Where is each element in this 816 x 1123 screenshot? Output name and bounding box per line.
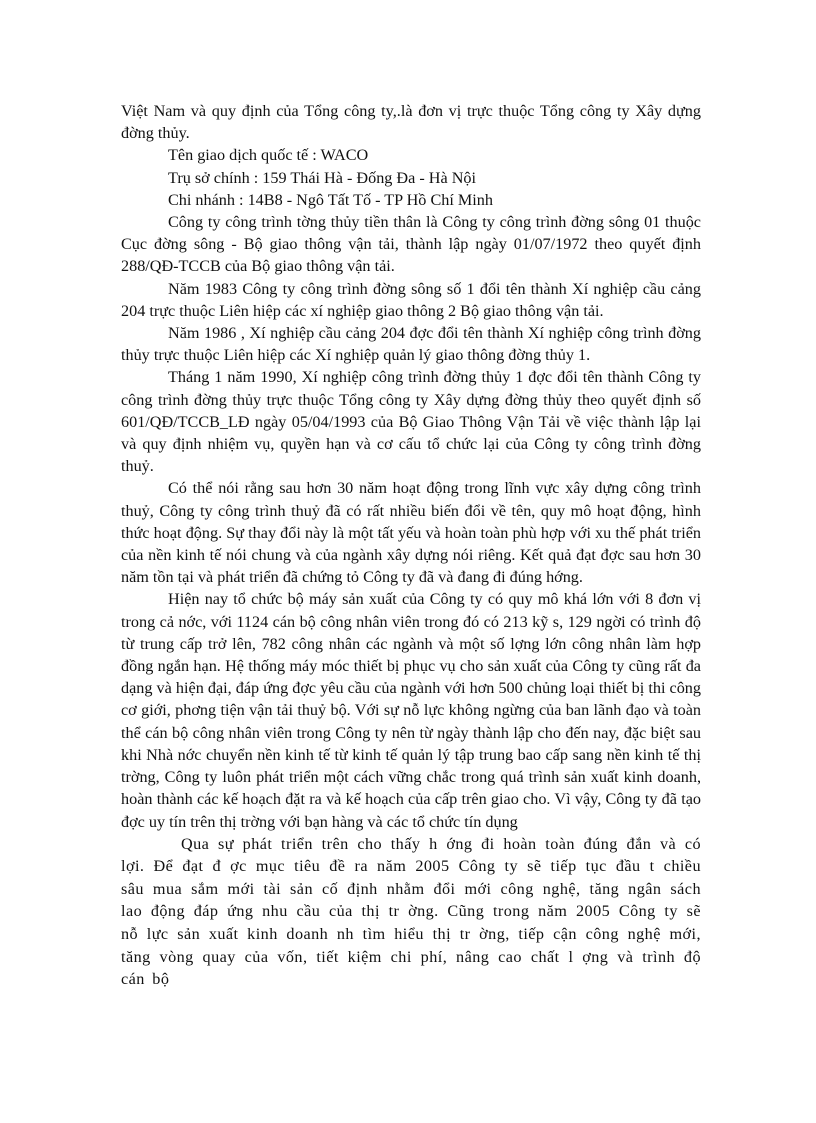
document-body (121, 100, 701, 991)
paragraph-continuation: Việt Nam và quy định của Tổng công ty,.là đơn vị trực thuộc Tổng công ty Xây dựng đờng thủy. (121, 102, 701, 143)
paragraph-30-years: Có thể nói rằng sau hơn 30 năm hoạt động trong lĩnh vực xây dựng công trình thuỷ, Công ty công trình thuỷ đã có rất nhiều biến đổi về tên, quy mô hoạt động, hình thức hoạt động. Sự thay đổi này là một tất yếu và hoàn toàn phù hợp với xu thế phát triển của nền kinh tế nói chung và của ngành xây dựng nói riêng. Kết quả đạt đợc sau hơn 30 năm tồn tại và phát triển đã chứng tỏ Công ty đã và đang đi đúng hớng. (121, 479, 701, 587)
paragraph-1990: Tháng 1 năm 1990, Xí nghiệp công trình đờng thủy 1 đợc đổi tên thành Công ty công trình đờng thủy trực thuộc Tổng công ty Xây dựng đờng thủy theo quyết định số 601/QĐ/TCCB_LĐ ngày 05/04/1993 của Bộ Giao Thông Vận Tải về việc thành lập lại và quy định nhiệm vụ, quyền hạn và cơ cấu tổ chức lại của Công ty công trình đờng thuỷ. (121, 368, 701, 476)
paragraph-1986: Năm 1986 , Xí nghiệp cầu cảng 204 đợc đổi tên thành Xí nghiệp công trình đờng thủy trực thuộc Liên hiệp các Xí nghiệp quản lý giao thông đờng thủy 1. (121, 324, 701, 365)
paragraph-trade-name: Tên giao dịch quốc tế : WACO (168, 146, 369, 165)
paragraph-current-organization: Hiện nay tổ chức bộ máy sản xuất của Công ty có quy mô khá lớn với 8 đơn vị trong cả nớc, với 1124 cán bộ công nhân viên trong đó có 213 kỹ s, 129 ngời có trình độ từ trung cấp trở lên, 782 công nhân các ngành và một số lợng lớn công nhân làm hợp đồng ngắn hạn. Hệ thống máy móc thiết bị phục vụ cho sản xuất của Công ty cũng rất đa dạng và hiện đại, đáp ứng đợc yêu cầu của ngành với hơn 500 chủng loại thiết bị thi công cơ giới, phơng tiện vận tải thuỷ bộ. Với sự nỗ lực không ngừng của ban lãnh đạo và toàn thể cán bộ công nhân viên trong Công ty nên từ ngày thành lập cho đến nay, đặc biệt sau khi Nhà nớc chuyển nền kinh tế từ kinh tế quản lý tập trung bao cấp sang nền kinh tế thị trờng, Công ty luôn phát triển một cách vững chắc trong quá trình sản xuất kinh doanh, hoàn thành các kế hoạch đặt ra và kế hoạch của cấp trên giao cho. Vì vậy, Công ty đã tạo đợc uy tín trên thị trờng với bạn hàng và các tổ chức tín dụng (121, 590, 701, 831)
paragraph-founding: Công ty công trình tờng thủy tiền thân là Công ty công trình đờng sông 01 thuộc Cục đờng sông - Bộ giao thông vận tải, thành lập ngày 01/07/1972 theo quyết định 288/QĐ-TCCB của Bộ giao thông vận tải. (121, 213, 701, 276)
paragraph-1983: Năm 1983 Công ty công trình đờng sông số 1 đổi tên thành Xí nghiệp cầu cảng 204 trực thuộc Liên hiệp các xí nghiệp giao thông 2 Bộ giao thông vận tải. (121, 279, 701, 320)
paragraph-2005-goals: Qua sự phát triển trên cho thấy h ớng đi hoàn toàn đúng đắn và có lợi. Để đạt đ ợc mục tiêu đề ra năm 2005 Công ty sẽ tiếp tục đầu t chiều sâu mua sắm mới tài sản cố định nhằm đổi mới công nghệ, tăng ngân sách lao động đáp ứng nhu cầu của thị tr ờng. Cũng trong năm 2005 Công ty sẽ nỗ lực sản xuất kinh doanh nh tìm hiểu thị tr ờng, tiếp cận công nghệ mới, tăng vòng quay của vốn, tiết kiệm chi phí, nâng cao chất l ợng và trình độ cán bộ (121, 834, 701, 989)
paragraph-head-office: Trụ sở chính : 159 Thái Hà - Đống Đa - Hà Nội (168, 168, 476, 187)
paragraph-branch: Chi nhánh : 14B8 - Ngô Tất Tố - TP Hồ Chí Minh (168, 190, 493, 209)
